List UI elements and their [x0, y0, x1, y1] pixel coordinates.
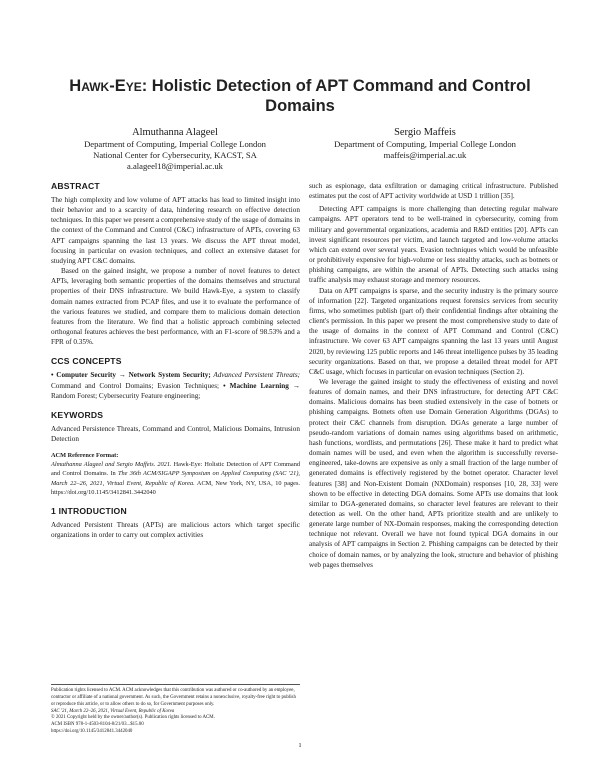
- author-affiliation: Department of Computing, Imperial College London: [84, 139, 266, 149]
- author-block-2: [305, 126, 545, 161]
- footnote-isbn: ACM ISBN 978-1-4503-8104-8/21/03...$15.00: [51, 722, 144, 728]
- author-name: Almuthanna Alageel: [132, 127, 218, 138]
- body-paragraph: such as espionage, data exfiltration or damaging critical infrastructure. Published estimates put the cost of APT activity worldwide at USD 1 trillion [35].: [309, 182, 558, 201]
- permission-footnote: [51, 684, 300, 736]
- introduction-heading: 1 INTRODUCTION: [51, 505, 127, 516]
- ccs-item-1-rest: Command and Control Domains; Evasion Techniques;: [51, 381, 220, 390]
- reference-format-text: [51, 460, 300, 497]
- ccs-item-1-italic: Advanced Persistent Threats;: [210, 371, 301, 380]
- reference-authors: Almuthanna Alageel and Sergio Maffeis. 2021.: [51, 461, 172, 469]
- paper-title: [40, 76, 560, 116]
- author-affiliation: Department of Computing, Imperial College London: [334, 139, 516, 149]
- footnote-permission: Publication rights licensed to ACM. ACM acknowledges that this contribution was authored or co-authored by an employee, contractor or affiliate of a national government. As such, the Government retains a nonexclusive, royalty-free right to publish or reproduce this article, or to allow others to do so, for Government purposes only.: [51, 688, 296, 707]
- footnote-doi: https://doi.org/10.1145/3412841.3442040: [51, 729, 133, 735]
- title-system-name: Hawk-Eye: [69, 77, 142, 95]
- right-column: [309, 181, 558, 570]
- footnote-conference: SAC '21, March 22–26, 2021, Virtual Event, Republic of Korea: [51, 708, 175, 714]
- body-paragraph: Detecting APT campaigns is more challenging than detecting regular malware campaigns. APT operators tend to be well-trained in cybersecurity, coming from military and governmental organizations, academia and R&D entities [20]. APTs can invest significant resources per victim, and launch targeted and low-volume attacks which can extend over several years. Evasion techniques which would be unfeasible or prohibitively expensive for high-volume or less stealthy attacks, such as botnets or phishing campaigns, are within the arsenal of APTs. Detecting such attacks using traffic analysis may exhaust storage and memory resources.: [309, 205, 558, 285]
- reference-title: Hawk-Eye: Holistic Detection of APT Command and Control Domains. In: [51, 461, 301, 478]
- author-block-1: [55, 126, 295, 172]
- page-number: 1: [298, 742, 302, 749]
- title-rest: : Holistic Detection of APT Command and Control Domains: [141, 77, 531, 115]
- body-paragraph: Data on APT campaigns is sparse, and the security industry is the primary source of information [22]. Targeted organizations request forensics services from security firms, who sometimes publish (part of) their confidential findings after obtaining the client's permission. In this paper we present the most comprehensive study to date of the usage of domains in the context of APT Command and Control (C&C) infrastructure. We cover 63 APT campaigns spanning the last 13 years until August 2020, by reviewing 125 public reports and 146 threat intelligence pulses by 35 leading security organizations. Based on that, we propose a detailed threat model for APT C&C usage, which focuses in particular on evasion techniques (Section 2).: [309, 286, 558, 376]
- ccs-concepts: [51, 370, 300, 400]
- ccs-item-2-rest: Random Forest; Cybersecurity Feature engineering;: [51, 391, 201, 400]
- abstract-heading: ABSTRACT: [51, 181, 100, 191]
- author-email: maffeis@imperial.ac.uk: [383, 150, 467, 160]
- reference-venue: The 36th ACM/SIGAPP Symposium on Applied Computing (SAC '21), March 22–26, 2021, Virtual Event, Republic of Korea.: [51, 470, 300, 487]
- keywords-text: Advanced Persistence Threats, Command and Control, Malicious Domains, Intrusion Detection: [51, 424, 300, 443]
- abstract-paragraph: The high complexity and low volume of APT attacks has lead to limited insight into their behavior and to a scarcity of data, hindering research on effective detection techniques. In this paper we present a comprehensive study of the usage of domains in the context of the Command and Control (C&C) infrastructure of APTs, covering 63 APT campaigns spanning the last 13 years. We discuss the APT threat model, focusing in particular on evasion techniques, and collect an extensive dataset for studying APT C&C domains.: [51, 196, 300, 265]
- ccs-item-2-primary: • Machine Learning →: [223, 381, 301, 390]
- footnote-copyright: © 2021 Copyright held by the owner/author(s). Publication rights licensed to ACM.: [51, 715, 215, 721]
- author-email: a.alageel18@imperial.ac.uk: [127, 161, 223, 171]
- ccs-item-1-primary: • Computer Security → Network System Security;: [51, 371, 211, 380]
- abstract-paragraph: Based on the gained insight, we propose a number of novel features to detect APTs, leveraging both semantic properties of the domains themselves and structural properties of their DNS infrastructure. We build Hawk-Eye, a system to classify domain names extracted from PCAP files, and use it to evaluate the performance of the various features we studied, and compare them to malicious domain detection features from the literature. We find that a holistic approach combining selected orthogonal features achieves the best performance, with an F1-score of 98.53% and a FPR of 0.35%.: [51, 267, 300, 347]
- ccs-heading: CCS CONCEPTS: [51, 356, 122, 367]
- keywords-heading: KEYWORDS: [51, 409, 104, 420]
- reference-format-heading: ACM Reference Format:: [51, 452, 119, 460]
- author-affiliation: National Center for Cybersecurity, KACST, SA: [93, 150, 257, 160]
- reference-details: ACM, New York, NY, USA, 10 pages. https://doi.org/10.1145/3412841.3442040: [51, 479, 301, 496]
- left-column: [51, 181, 300, 540]
- introduction-paragraph: Advanced Persistent Threats (APTs) are malicious actors which target specific organizations in order to carry out complex activities: [51, 520, 300, 540]
- body-paragraph: We leverage the gained insight to study the effectiveness of existing and novel features of domain names, and their DNS infrastructure, for detecting APT C&C domains. Malicious domains has been studied extensively in the case of botnets or phishing campaigns. Botnets often use Domain Generation Algorithms (DGAs) to protect their C&C channels from disruption. DGAs generate a large number of pseudo-random variations of domain names using algorithms based on arithmetic, hash functions, wordlists, and permutations [26]. These make it hard to predict what domain names will be used, and even when the algorithm is successfully reverse-engineered, take-downs are expensive as only a small fraction of the large number of generated domains is effectively registered by the botnet operator. Character level features [38] and Non-Existent Domain (NXDomain) responses [10, 28, 33] were shown to be effective in detecting DGA domains. Some APTs use domains that look similar to DGA-generated domains, so character level features are relevant to their detection as well. On the other hand, APTs prioritize stealth and are unlikely to generate large number of NX-Domain responses, making the corresponding detection technique not relevant. Overall we have not found typical DGA domains in our analysis of APT campaigns in Section 2. Phishing campaigns can be detected by their choice of domain names, or by analyzing the look, structure and behavior of phishing web pages themselves: [309, 377, 558, 569]
- author-name: Sergio Maffeis: [394, 127, 456, 138]
